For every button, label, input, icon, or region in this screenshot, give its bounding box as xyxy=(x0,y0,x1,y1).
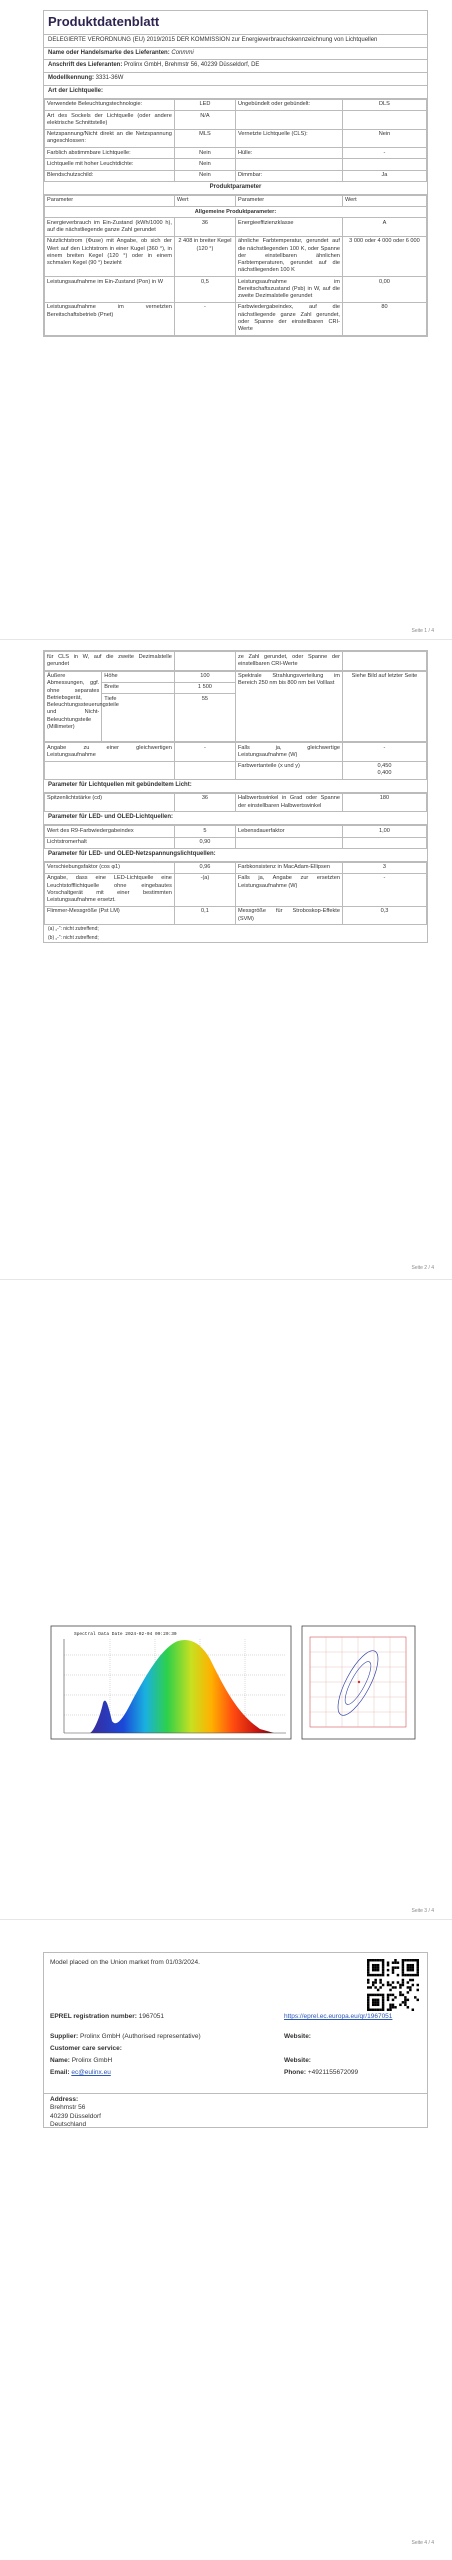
table-cell: Energieeffizienzklasse xyxy=(235,218,342,237)
address-line-1: Brehmstr 56 xyxy=(50,2104,86,2112)
table-row xyxy=(45,236,427,276)
cont-table xyxy=(44,651,427,671)
equiv-label: Angabe zu einer gleichwertigen Leistungsaufnahme xyxy=(45,743,175,762)
equiv-table xyxy=(44,742,427,780)
table-cell: ze Zahl gerundet, oder Spanne der einstellbaren CRI-Werte xyxy=(235,652,342,671)
table-row xyxy=(45,159,427,170)
led-heading: Parameter für LED- und OLED-Lichtquellen: xyxy=(44,812,427,825)
led-table xyxy=(44,825,427,849)
table-cell: DLS xyxy=(342,99,426,110)
table-cell: LED xyxy=(174,99,235,110)
table-cell: MLS xyxy=(174,129,235,148)
page-3 xyxy=(0,1280,452,1920)
table-cell: Hülle: xyxy=(235,148,342,159)
table-cell: Energieverbrauch im Ein-Zustand (kWh/1000 h), auf die nächstliegende ganze Zahl gerundet xyxy=(45,218,175,237)
dims-height-value: 100 xyxy=(174,671,235,682)
table-cell: Halbwertswinkel in Grad oder Spanne der einstellbaren Halbwertswinkel xyxy=(235,793,342,812)
qr-code[interactable] xyxy=(367,1959,419,2011)
table-cell: Lebensdauerfaktor xyxy=(235,826,342,837)
table-cell: Leistungsaufnahme im Bereitschaftszustand (Psb) in W, auf die zweite Dezimalstelle gerundet xyxy=(235,277,342,303)
table-cell: Farbwiedergabeindex, auf die nächstliegende ganze Zahl gerundet, oder Spanne der einstellbaren CRI-Werte xyxy=(235,302,342,335)
general-heading-row: Allgemeine Produktparameter: xyxy=(45,207,427,218)
dims-depth-label: Tiefe xyxy=(102,694,175,742)
table-row xyxy=(45,862,427,873)
name-line: Name: Prolinx GmbH xyxy=(50,2057,113,2064)
table-cell: für CLS in W, auf die zweite Dezimalstelle gerundet xyxy=(45,652,175,671)
equiv-right-label: Falls ja, gleichwertige Leistungsaufnahme (W) xyxy=(235,743,342,762)
spectral-value: Siehe Bild auf letzter Seite xyxy=(342,671,426,742)
table-cell: 1,00 xyxy=(342,826,426,837)
address-line: Anschrift des Lieferanten: Prolinx GmbH, Brehmstr 56, 40239 Düsseldorf, DE xyxy=(44,60,427,73)
directional-heading: Parameter für Lichtquellen mit gebündeltem Licht: xyxy=(44,780,427,793)
table-row xyxy=(45,826,427,837)
equiv-value: - xyxy=(174,743,235,762)
eprel-link[interactable]: https://eprel.ec.europa.eu/qr/1967051 xyxy=(284,2013,393,2020)
params-header-row: Parameter Wert Parameter Wert xyxy=(45,195,427,206)
table-cell: -(a) xyxy=(174,873,235,906)
table-row xyxy=(45,873,427,906)
table-cell: 80 xyxy=(342,302,426,335)
address-line-3: Deutschland xyxy=(50,2121,87,2129)
table-row xyxy=(45,99,427,110)
table-cell: Nutzlichtstrom (Φuse) mit Angabe, ob sich der Wert auf den Lichtstrom in einer Kugel (360 °), in einem breiten Kegel (120 °) oder in einem schmalen Kegel (90 °) bezieht xyxy=(45,236,175,276)
datasheet-frame-1 xyxy=(43,10,428,337)
table-cell: Ja xyxy=(342,170,426,181)
mains-heading: Parameter für LED- und OLED-Netzspannungslichtquellen: xyxy=(44,849,427,862)
dims-height-label: Höhe xyxy=(102,671,175,682)
table-cell: Messgröße für Stroboskop-Effekte (SVM) xyxy=(235,906,342,925)
table-cell: Nein xyxy=(174,170,235,181)
chroma-label: Farbwertanteile (x und y) xyxy=(235,761,342,780)
table-cell: Leistungsaufnahme im vernetzten Bereitschaftsbetrieb (Pnet) xyxy=(45,302,175,335)
table-cell: Leistungsaufnahme im Ein-Zustand (Pon) in W xyxy=(45,277,175,303)
table-cell: Spitzenlichtstärke (cd) xyxy=(45,793,175,812)
table-row xyxy=(45,170,427,181)
table-cell: 0,00 xyxy=(342,277,426,303)
page-1 xyxy=(0,0,452,640)
table-cell xyxy=(342,652,426,671)
eprel-frame xyxy=(43,1952,428,2094)
website-label: Website: xyxy=(284,2033,311,2040)
kind-table xyxy=(44,99,427,182)
brand-line: Name oder Handelsmarke des Lieferanten: Conmmi xyxy=(44,48,427,61)
address-frame xyxy=(43,2094,428,2128)
page-footer: Seite 2 / 4 xyxy=(411,1265,434,1271)
table-cell: - xyxy=(342,148,426,159)
page-title: Produktdatenblatt xyxy=(48,14,160,29)
table-row xyxy=(45,837,427,848)
note-a: (a) „-“: nicht zutreffend; xyxy=(48,926,99,933)
table-cell: Verschiebungsfaktor (cos φ1) xyxy=(45,862,175,873)
address-line-2: 40239 Düsseldorf xyxy=(50,2112,101,2120)
table-row xyxy=(45,906,427,925)
table-cell: Nein xyxy=(174,148,235,159)
table-row xyxy=(45,111,427,130)
table-cell: 3 000 oder 4 000 oder 6 000 xyxy=(342,236,426,276)
page-footer: Seite 1 / 4 xyxy=(411,628,434,634)
table-cell xyxy=(174,652,235,671)
table-cell: Angabe, dass eine LED-Lichtquelle eine Leuchtstofflichtquelle ohne eingebautes Vorschaltgerät mit einer bestimmten Leistungsaufnahme ersetzt. xyxy=(45,873,175,906)
mains-table xyxy=(44,862,427,926)
table-cell xyxy=(342,111,426,130)
table-row xyxy=(45,302,427,335)
table-cell: Farbkonsistenz in MacAdam-Ellipsen xyxy=(235,862,342,873)
model-line: Modellkennung: 3331-36W xyxy=(44,73,427,86)
website2-label: Website: xyxy=(284,2057,311,2064)
table-cell: - xyxy=(342,873,426,906)
table-cell: 36 xyxy=(174,218,235,237)
table-cell: 0,3 xyxy=(342,906,426,925)
table-cell xyxy=(342,837,426,848)
table-cell xyxy=(342,159,426,170)
table-cell: Nein xyxy=(174,159,235,170)
table-cell: Lichtquelle mit hoher Leuchtdichte: xyxy=(45,159,175,170)
table-cell xyxy=(235,837,342,848)
params-table xyxy=(44,195,427,336)
table-cell: 0,96 xyxy=(174,862,235,873)
dims-width-label: Breite xyxy=(102,682,175,693)
table-cell: Blendschutzschild: xyxy=(45,170,175,181)
table-cell: - xyxy=(174,302,235,335)
equiv-right-value: - xyxy=(342,743,426,762)
table-cell: Flimmer-Messgröße (Pst LM) xyxy=(45,906,175,925)
table-cell: Verwendete Beleuchtungstechnologie: xyxy=(45,99,175,110)
table-cell: Dimmbar: xyxy=(235,170,342,181)
dims-table xyxy=(44,671,427,743)
note-b: (b) „-“: nicht zutreffend; xyxy=(48,934,99,941)
table-row xyxy=(45,793,427,812)
table-row xyxy=(45,652,427,671)
table-cell: 2 408 in breiter Kegel (120 °) xyxy=(174,236,235,276)
address-heading: Address: xyxy=(50,2096,79,2103)
table-cell: A xyxy=(342,218,426,237)
email-link[interactable]: ec@eulinx.eu xyxy=(71,2069,111,2076)
table-row xyxy=(45,129,427,148)
spectral-label: Spektrale Strahlungsverteilung im Bereich 250 nm bis 800 nm bei Volllast xyxy=(235,671,342,742)
table-cell: 180 xyxy=(342,793,426,812)
table-row xyxy=(45,218,427,237)
table-cell: Vernetzte Lichtquelle (CLS): xyxy=(235,129,342,148)
table-cell: 0,5 xyxy=(174,277,235,303)
dims-label: Äußere Abmessungen, ggf. ohne separates Betriebsgerät, Beleuchtungssteuerungsteile und Nicht-Beleuchtungsteile (Millimeter) xyxy=(45,671,102,742)
table-cell: 0,90 xyxy=(174,837,235,848)
page-4 xyxy=(0,1920,452,2560)
phone-line: Phone: +4921155672099 xyxy=(284,2069,359,2076)
table-cell: 3 xyxy=(342,862,426,873)
spectrum-and-beam-charts xyxy=(50,1625,416,1740)
regulation-text: DELEGIERTE VERORDNUNG (EU) 2019/2015 DER KOMMISSION zur Energieverbrauchskennzeichnung von Lichtquellen xyxy=(44,35,427,48)
eprel-line: EPREL registration number: 1967051 xyxy=(50,2013,165,2020)
chroma-values: 0,450 0,400 xyxy=(342,761,426,780)
table-cell: N/A xyxy=(174,111,235,130)
page-footer: Seite 3 / 4 xyxy=(411,1908,434,1914)
table-row xyxy=(45,148,427,159)
kind-heading: Art der Lichtquelle: xyxy=(44,86,427,99)
table-cell: 36 xyxy=(174,793,235,812)
table-cell: Wert des R9-Farbwiedergabeindex xyxy=(45,826,175,837)
customer-heading: Customer care service: xyxy=(50,2045,122,2052)
table-cell: ähnliche Farbtemperatur, gerundet auf die nächstliegenden 100 K, oder Spanne der einstellbaren ähnlichen Farbtemperaturen, gerundet auf die nächstliegenden 100 K xyxy=(235,236,342,276)
directional-table xyxy=(44,793,427,813)
page-2 xyxy=(0,640,452,1280)
table-cell: 0,1 xyxy=(174,906,235,925)
supplier-line: Supplier: Prolinx GmbH (Authorised representative) xyxy=(50,2033,201,2040)
email-line: Email: ec@eulinx.eu xyxy=(50,2069,111,2076)
table-cell: Farblich abstimmbare Lichtquelle: xyxy=(45,148,175,159)
chromaticity-point xyxy=(358,1681,360,1683)
table-cell xyxy=(235,111,342,130)
table-row xyxy=(45,277,427,303)
table-cell: Lichtstromerhalt xyxy=(45,837,175,848)
table-cell xyxy=(235,159,342,170)
dims-depth-value: 55 xyxy=(174,694,235,742)
spectrum-header: Spectral Data Date 2024-02-04 09:20:30 xyxy=(74,1632,177,1637)
table-cell: Ungebündelt oder gebündelt: xyxy=(235,99,342,110)
params-heading: Produktparameter xyxy=(44,182,427,195)
placed-text: Model placed on the Union market from 01/03/2024. xyxy=(50,1959,200,1966)
table-cell: Netzspannung/Nicht direkt an die Netzspannung angeschlossen: xyxy=(45,129,175,148)
page-footer: Seite 4 / 4 xyxy=(411,2540,434,2546)
table-cell: 5 xyxy=(174,826,235,837)
dims-width-value: 1 500 xyxy=(174,682,235,693)
table-cell: Art des Sockels der Lichtquelle (oder andere elektrische Schnittstelle) xyxy=(45,111,175,130)
datasheet-frame-2 xyxy=(43,650,428,943)
table-cell: Nein xyxy=(342,129,426,148)
table-cell: Falls ja, Angabe zur ersetzten Leistungsaufnahme (W) xyxy=(235,873,342,906)
